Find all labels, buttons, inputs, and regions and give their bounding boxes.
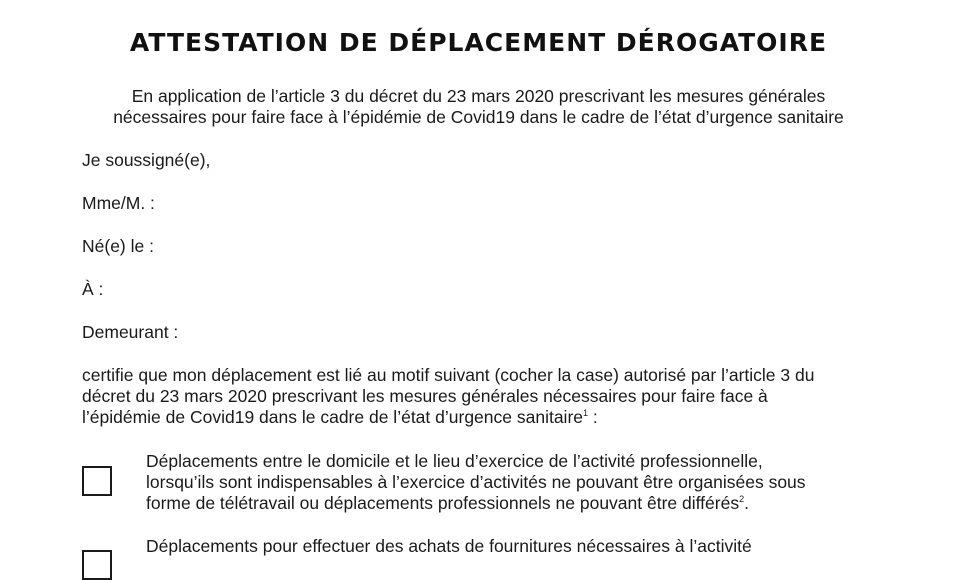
option-1-line-2: lorsqu’ils sont indispensables à l’exercice d’activités ne pouvant être organisées sous bbox=[146, 472, 806, 492]
certification-line-3 bbox=[82, 407, 902, 428]
birth-date-field-label: Né(e) le : bbox=[82, 236, 154, 256]
address-field-label: Demeurant : bbox=[82, 322, 179, 342]
name-field-label: Mme/M. : bbox=[82, 193, 155, 213]
option-1-line-1: Déplacements entre le domicile et le lieu d’exercice de l’activité professionnelle, bbox=[146, 451, 763, 471]
intro-line-1: En application de l’article 3 du décret du 23 mars 2020 prescrivant les mesures générales bbox=[131, 86, 826, 106]
certification-paragraph bbox=[82, 365, 902, 428]
option-1-line-3-text: forme de télétravail ou déplacements professionnels ne pouvant être différés bbox=[146, 493, 740, 513]
intro-paragraph bbox=[60, 86, 897, 128]
option-1-line-3 bbox=[146, 493, 876, 514]
footnote-ref-1: 1 bbox=[583, 408, 589, 419]
certification-line-1: certifie que mon déplacement est lié au motif suivant (cocher la case) autorisé par l’article 3 du bbox=[82, 365, 815, 385]
intro-line-2: nécessaires pour faire face à l’épidémie de Covid19 dans le cadre de l’état d’urgence sanitaire bbox=[113, 107, 844, 127]
checkbox-purchases-travel[interactable] bbox=[82, 550, 112, 580]
birth-place-field-label: À : bbox=[82, 279, 104, 299]
undersigned-label: Je soussigné(e), bbox=[82, 150, 211, 170]
certification-line-2: décret du 23 mars 2020 prescrivant les mesures générales nécessaires pour faire face à bbox=[82, 386, 768, 406]
checkbox-professional-travel[interactable] bbox=[82, 466, 112, 496]
document-title: ATTESTATION DE DÉPLACEMENT DÉROGATOIRE bbox=[129, 28, 828, 57]
footnote-ref-2: 2 bbox=[739, 494, 745, 505]
option-1-line-3-end: . bbox=[744, 493, 749, 513]
option-2-line-1: Déplacements pour effectuer des achats de fournitures nécessaires à l’activité bbox=[146, 536, 752, 556]
certification-line-3-text: l’épidémie de Covid19 dans le cadre de l’état d’urgence sanitaire bbox=[82, 407, 584, 427]
certification-line-3-end: : bbox=[588, 407, 598, 427]
option-professional-travel bbox=[146, 451, 876, 514]
